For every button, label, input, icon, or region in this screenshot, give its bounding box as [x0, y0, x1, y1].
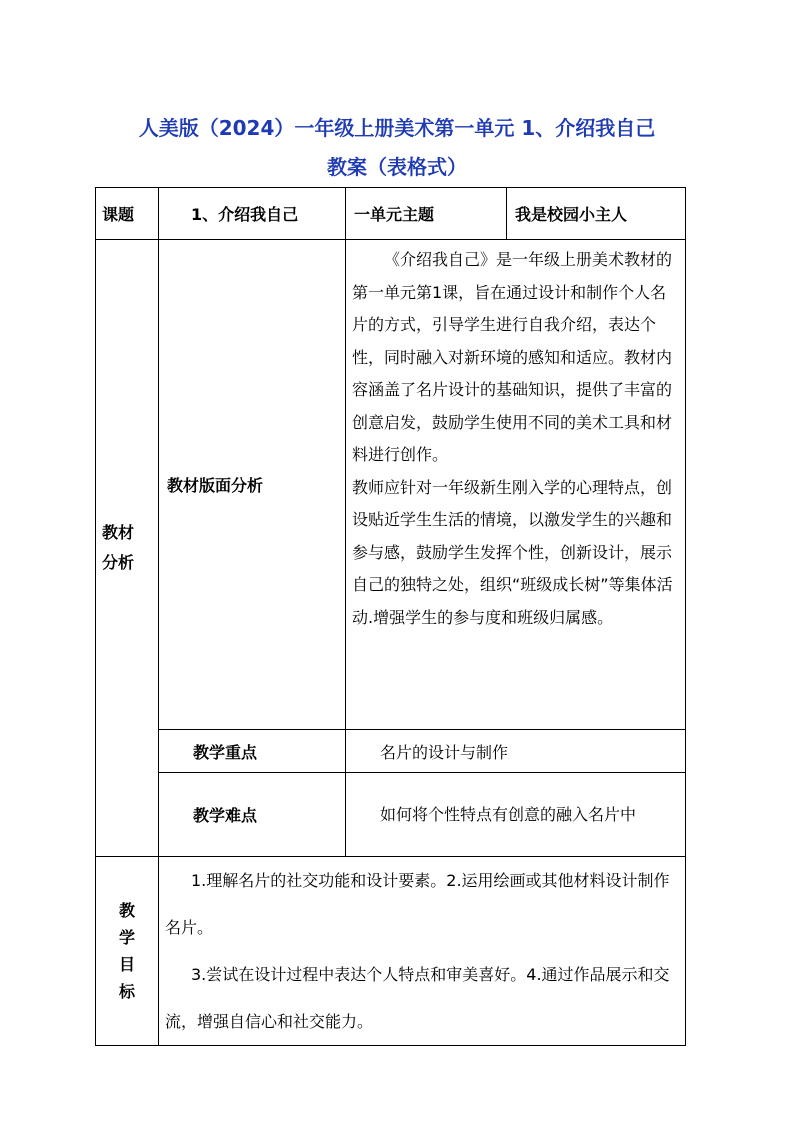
goals-label-char: 教 [118, 901, 135, 920]
key-point-label: 教学重点 [159, 730, 346, 773]
lesson-plan-table [95, 187, 686, 1046]
goals-line-2: 3.尝试在设计过程中表达个人特点和审美喜好。4.通过作品展示和交流，增强自信心和社交能力。 [165, 965, 670, 1031]
difficulty-label: 教学难点 [159, 773, 346, 857]
goals-line-1: 1.理解名片的社交功能和设计要素。2.运用绘画或其他材料设计制作名片。 [165, 871, 670, 937]
textbook-analysis-label: 教材版面分析 [159, 240, 346, 730]
goals-label-char: 学 [118, 928, 135, 947]
analysis-paragraph-2: 教师应针对一年级新生刚入学的心理特点，创设贴近学生生活的情境，以激发学生的兴趣和参与感，鼓励学生发挥个性，创新设计，展示自己的独特之处，组织“班级成长树”等集体活动.增强学生的参与度和班级归属感。 [352, 477, 673, 627]
textbook-analysis-content [346, 240, 686, 730]
goals-content [159, 857, 686, 1046]
goals-label-char: 标 [118, 982, 135, 1001]
key-point-value: 名片的设计与制作 [346, 730, 686, 773]
topic-label: 课题 [96, 188, 159, 240]
analysis-label-line2: 分析 [102, 553, 135, 572]
goals-label [96, 857, 159, 1046]
analysis-paragraph-1: 《介绍我自己》是一年级上册美术教材的第一单元第1课，旨在通过设计和制作个人名片的方式，引导学生进行自我介绍，表达个性，同时融入对新环境的感知和适应。教材内容涵盖了名片设计的基础知识，提供了丰富的创意启发，鼓励学生使用不同的美术工具和材料进行创作。 [352, 250, 673, 464]
table-row [96, 730, 686, 773]
analysis-label-line1: 教材 [102, 523, 135, 542]
lesson-title: 1、介绍我自己 [159, 188, 346, 240]
difficulty-value: 如何将个性特点有创意的融入名片中 [346, 773, 686, 857]
document-title-line1: 人美版（2024）一年级上册美术第一单元 1、介绍我自己 [138, 116, 656, 140]
table-row [96, 857, 686, 1046]
unit-theme-value: 我是校园小主人 [507, 188, 686, 240]
table-row [96, 188, 686, 240]
analysis-section-label [96, 240, 159, 857]
unit-theme-label: 一单元主题 [346, 188, 507, 240]
table-row [96, 773, 686, 857]
goals-label-char: 目 [118, 955, 135, 974]
document-title-line2: 教案（表格式） [327, 155, 467, 179]
table-row [96, 240, 686, 730]
